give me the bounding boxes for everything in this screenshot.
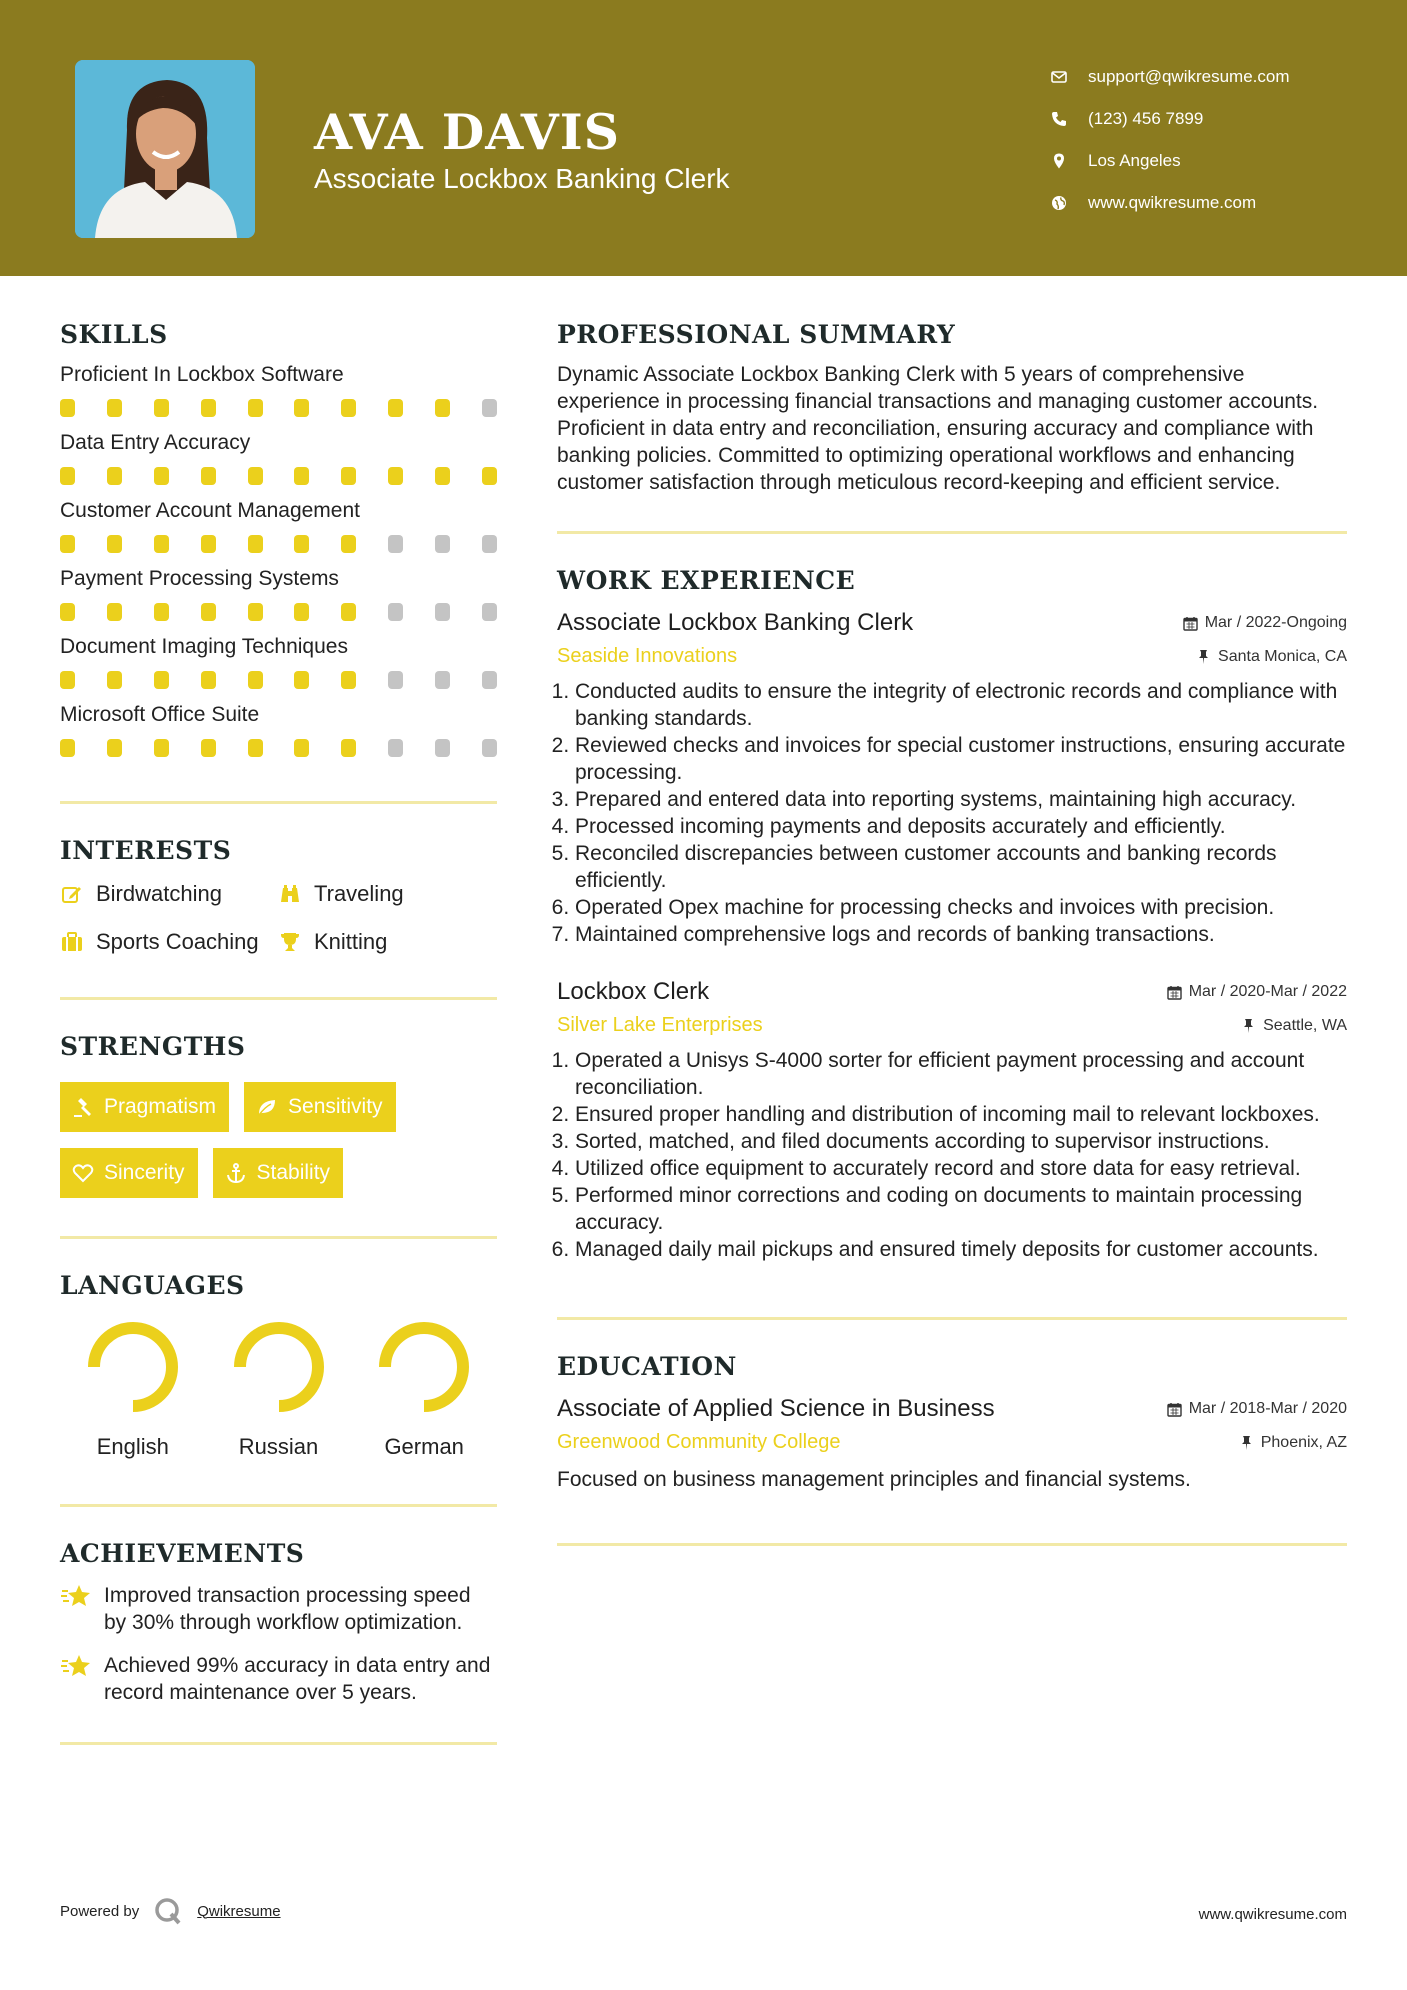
achievement-text: Achieved 99% accuracy in data entry and record maintenance over 5 years. xyxy=(104,1654,491,1704)
education-heading: EDUCATION xyxy=(557,1352,737,1381)
rating-dot-filled xyxy=(435,467,450,485)
strength-badge xyxy=(213,1148,344,1198)
trophy-icon xyxy=(278,930,302,954)
skill-rating xyxy=(60,399,497,417)
section-divider xyxy=(60,997,497,1000)
rating-dot-filled xyxy=(248,739,263,757)
pushpin-icon xyxy=(1241,1018,1256,1033)
candidate-title: Associate Lockbox Banking Clerk xyxy=(314,163,730,194)
calendar-icon xyxy=(1167,1402,1182,1417)
skill-rating xyxy=(60,467,497,485)
languages-heading: LANGUAGES xyxy=(60,1271,245,1300)
job-location-text: Seattle, WA xyxy=(1263,1016,1347,1034)
resume-header xyxy=(0,0,1407,276)
rating-dot-filled xyxy=(107,467,122,485)
rating-dot-filled xyxy=(201,535,216,553)
rating-dot-filled xyxy=(154,399,169,417)
rating-dot-filled xyxy=(107,671,122,689)
rating-dot-filled xyxy=(248,399,263,417)
job-location xyxy=(1196,648,1347,666)
left-column xyxy=(60,320,497,1745)
phone-icon xyxy=(1050,110,1068,128)
duty-item: 7. Maintained comprehensive logs and records of banking transactions. xyxy=(575,921,1347,948)
strengths-heading: STRENGTHS xyxy=(60,1032,246,1061)
rating-dot-empty xyxy=(388,603,403,621)
language-gauge xyxy=(377,1320,471,1414)
rating-dot-empty xyxy=(482,739,497,757)
calendar-icon xyxy=(1167,985,1182,1000)
interest-label: Birdwatching xyxy=(96,881,222,906)
job-dates-text: Mar / 2022-Ongoing xyxy=(1204,614,1347,631)
duty-item: 2. Reviewed checks and invoices for special customer instructions, ensuring accurate processing. xyxy=(575,732,1347,786)
job-location-text: Santa Monica, CA xyxy=(1218,647,1347,665)
star-icon xyxy=(60,1652,92,1680)
section-divider xyxy=(557,531,1347,534)
company-name: Seaside Innovations xyxy=(557,645,738,667)
rating-dot-filled xyxy=(341,535,356,553)
job-title: Lockbox Clerk xyxy=(557,978,710,1005)
contact-website-text: www.qwikresume.com xyxy=(1088,193,1257,212)
duty-item: 5. Performed minor corrections and coding on documents to maintain processing accuracy. xyxy=(575,1182,1347,1236)
rating-dot-filled xyxy=(341,739,356,757)
achievements-heading: ACHIEVEMENTS xyxy=(60,1539,305,1568)
contact-location xyxy=(1050,140,1380,182)
skill-rating xyxy=(60,535,497,553)
education-dates xyxy=(1167,1400,1347,1418)
skill-name: Data Entry Accuracy xyxy=(60,431,251,454)
duty-item: 3. Prepared and entered data into reporting systems, maintaining high accuracy. xyxy=(575,786,1347,813)
summary-heading: PROFESSIONAL SUMMARY xyxy=(557,320,956,349)
map-pin-icon xyxy=(1050,152,1068,170)
school-name: Greenwood Community College xyxy=(557,1431,841,1453)
section-divider xyxy=(60,1504,497,1507)
rating-dot-empty xyxy=(388,671,403,689)
skill-item xyxy=(60,635,497,689)
language-label: Russian xyxy=(238,1434,319,1459)
rating-dot-filled xyxy=(60,467,75,485)
rating-dot-filled xyxy=(60,671,75,689)
heart-icon xyxy=(72,1162,94,1184)
strength-badge xyxy=(244,1082,396,1132)
rating-dot-empty xyxy=(482,399,497,417)
duty-item: 6. Managed daily mail pickups and ensured timely deposits for customer accounts. xyxy=(575,1236,1347,1263)
language-label: German xyxy=(384,1434,464,1459)
rating-dot-filled xyxy=(201,739,216,757)
language-gauge xyxy=(232,1320,326,1414)
education-dates-text: Mar / 2018-Mar / 2020 xyxy=(1188,1400,1347,1417)
rating-dot-filled xyxy=(294,399,309,417)
section-divider xyxy=(60,1236,497,1239)
rating-dot-filled xyxy=(341,603,356,621)
rating-dot-filled xyxy=(294,671,309,689)
right-column xyxy=(557,320,1347,1546)
rating-dot-filled xyxy=(201,603,216,621)
interests-section xyxy=(60,836,497,955)
section-divider xyxy=(557,1543,1347,1546)
strength-badge xyxy=(60,1148,198,1198)
summary-section xyxy=(557,320,1347,496)
rating-dot-filled xyxy=(435,399,450,417)
rating-dot-empty xyxy=(435,671,450,689)
job-dates xyxy=(1183,614,1347,632)
pushpin-icon xyxy=(1239,1435,1254,1450)
interest-item xyxy=(278,881,497,907)
section-divider xyxy=(557,1317,1347,1320)
rating-dot-filled xyxy=(201,399,216,417)
languages-section xyxy=(60,1271,497,1460)
skill-name: Payment Processing Systems xyxy=(60,567,339,590)
binoculars-icon xyxy=(278,882,302,906)
skill-name: Proficient In Lockbox Software xyxy=(60,363,344,386)
rating-dot-filled xyxy=(107,535,122,553)
rating-dot-filled xyxy=(60,535,75,553)
education-description: Focused on business management principles and financial systems. xyxy=(557,1468,1191,1491)
interest-label: Traveling xyxy=(314,881,404,906)
pushpin-icon xyxy=(1196,649,1211,664)
job-title: Associate Lockbox Banking Clerk xyxy=(557,609,914,636)
interest-label: Knitting xyxy=(314,929,388,954)
strength-label: Pragmatism xyxy=(104,1095,217,1118)
duty-item: 1. Operated a Unisys S-4000 sorter for efficient payment processing and account reconciliation. xyxy=(575,1047,1347,1101)
rating-dot-empty xyxy=(388,739,403,757)
skill-name: Document Imaging Techniques xyxy=(60,635,348,658)
interest-item xyxy=(278,929,497,955)
skill-item xyxy=(60,363,497,417)
rating-dot-empty xyxy=(388,535,403,553)
contact-phone[interactable] xyxy=(1050,98,1380,140)
calendar-icon xyxy=(1183,616,1198,631)
rating-dot-filled xyxy=(201,467,216,485)
interest-label: Sports Coaching xyxy=(96,929,259,954)
language-gauge xyxy=(86,1320,180,1414)
rating-dot-empty xyxy=(482,535,497,553)
rating-dot-empty xyxy=(435,739,450,757)
contact-website[interactable] xyxy=(1050,182,1380,224)
job-entry xyxy=(557,978,1347,1263)
experience-heading: WORK EXPERIENCE xyxy=(557,566,856,595)
duty-item: 1. Conducted audits to ensure the integrity of electronic records and compliance with banking standards. xyxy=(575,678,1347,732)
duty-list xyxy=(557,678,1347,948)
footer-website[interactable]: www.qwikresume.com xyxy=(1198,1906,1347,1923)
job-dates xyxy=(1167,983,1347,1001)
skill-name: Microsoft Office Suite xyxy=(60,703,260,726)
interest-item xyxy=(60,929,278,955)
rating-dot-filled xyxy=(154,467,169,485)
rating-dot-filled xyxy=(341,467,356,485)
skills-section xyxy=(60,320,497,757)
rating-dot-filled xyxy=(341,671,356,689)
education-section xyxy=(557,1352,1347,1493)
degree-title: Associate of Applied Science in Business xyxy=(557,1395,995,1422)
skill-item xyxy=(60,703,497,757)
rating-dot-filled xyxy=(60,603,75,621)
skills-heading: SKILLS xyxy=(60,320,168,349)
rating-dot-empty xyxy=(482,671,497,689)
duty-item: 4. Processed incoming payments and deposits accurately and efficiently. xyxy=(575,813,1347,840)
duty-item: 5. Reconciled discrepancies between customer accounts and banking records efficiently. xyxy=(575,840,1347,894)
rating-dot-empty xyxy=(482,603,497,621)
gavel-icon xyxy=(72,1096,94,1118)
rating-dot-filled xyxy=(388,399,403,417)
rating-dot-filled xyxy=(248,603,263,621)
contact-phone-text: (123) 456 7899 xyxy=(1088,109,1204,128)
anchor-icon xyxy=(225,1162,247,1184)
skill-rating xyxy=(60,671,497,689)
powered-by-text: Powered by xyxy=(60,1902,140,1920)
contact-list xyxy=(1050,56,1380,224)
leaf-icon xyxy=(256,1096,278,1118)
section-divider xyxy=(60,1742,497,1745)
section-divider xyxy=(60,801,497,804)
skill-name: Customer Account Management xyxy=(60,499,360,522)
strength-label: Sincerity xyxy=(104,1161,185,1184)
rating-dot-filled xyxy=(294,603,309,621)
rating-dot-filled xyxy=(294,739,309,757)
education-location xyxy=(1239,1434,1347,1452)
job-dates-text: Mar / 2020-Mar / 2022 xyxy=(1188,983,1347,1000)
strength-badge xyxy=(60,1082,229,1132)
rating-dot-filled xyxy=(107,739,122,757)
skill-item xyxy=(60,499,497,553)
language-label: English xyxy=(96,1434,169,1459)
rating-dot-filled xyxy=(107,603,122,621)
skill-item xyxy=(60,431,497,485)
strength-label: Stability xyxy=(256,1161,331,1184)
language-gauge-arc xyxy=(94,1328,172,1406)
duty-item: 4. Utilized office equipment to accurately record and store data for easy retrieval. xyxy=(575,1155,1347,1182)
rating-dot-filled xyxy=(60,739,75,757)
rating-dot-filled xyxy=(248,467,263,485)
footer-branding xyxy=(60,1896,281,1926)
rating-dot-filled xyxy=(154,671,169,689)
duty-item: 6. Operated Opex machine for processing checks and invoices with precision. xyxy=(575,894,1347,921)
strengths-section xyxy=(60,1032,497,1198)
rating-dot-filled xyxy=(341,399,356,417)
summary-text: Dynamic Associate Lockbox Banking Clerk with 5 years of comprehensive experience in processing financial transactions and managing customer accounts. Proficient in data entry and reconciliation, ensuring accuracy and compliance with banking policies. Committed to optimizing operational workflows and enhancing customer satisfaction through meticulous record-keeping and efficient service. xyxy=(557,363,1319,494)
company-name: Silver Lake Enterprises xyxy=(557,1014,763,1036)
rating-dot-filled xyxy=(107,399,122,417)
rating-dot-empty xyxy=(435,603,450,621)
pencil-square-icon xyxy=(60,882,84,906)
envelope-icon xyxy=(1050,68,1068,86)
rating-dot-filled xyxy=(482,467,497,485)
skill-item xyxy=(60,567,497,621)
job-location xyxy=(1241,1017,1347,1035)
interest-item xyxy=(60,881,278,907)
experience-section xyxy=(557,566,1347,1263)
contact-location-text: Los Angeles xyxy=(1088,151,1181,170)
rating-dot-empty xyxy=(435,535,450,553)
language-gauge-arc xyxy=(385,1328,463,1406)
rating-dot-filled xyxy=(154,739,169,757)
skills-list xyxy=(60,363,497,757)
language-item xyxy=(206,1320,352,1460)
duty-item: 2. Ensured proper handling and distribution of incoming mail to relevant lockboxes. xyxy=(575,1101,1347,1128)
duty-item: 3. Sorted, matched, and filed documents according to supervisor instructions. xyxy=(575,1128,1347,1155)
achievements-section xyxy=(60,1539,497,1706)
qwikresume-link[interactable]: Qwikresume xyxy=(197,1902,281,1920)
rating-dot-filled xyxy=(294,535,309,553)
rating-dot-filled xyxy=(154,535,169,553)
briefcase-icon xyxy=(60,930,84,954)
star-icon xyxy=(60,1582,92,1610)
contact-email-text: support@qwikresume.com xyxy=(1088,67,1290,86)
globe-icon xyxy=(1050,194,1068,212)
achievement-item xyxy=(60,1652,497,1706)
contact-email[interactable] xyxy=(1050,56,1380,98)
candidate-name: AVA DAVIS xyxy=(314,103,621,161)
strength-label: Sensitivity xyxy=(288,1095,383,1118)
job-entry xyxy=(557,609,1347,948)
achievement-text: Improved transaction processing speed by 30% through workflow optimization. xyxy=(104,1584,471,1634)
qwikresume-logo-icon xyxy=(153,1896,183,1926)
duty-list xyxy=(557,1047,1347,1263)
rating-dot-filled xyxy=(388,467,403,485)
rating-dot-filled xyxy=(154,603,169,621)
achievement-item xyxy=(60,1582,497,1636)
rating-dot-filled xyxy=(60,399,75,417)
language-item xyxy=(60,1320,206,1460)
rating-dot-filled xyxy=(248,671,263,689)
education-location-text: Phoenix, AZ xyxy=(1260,1433,1347,1451)
rating-dot-filled xyxy=(248,535,263,553)
language-item xyxy=(351,1320,497,1460)
skill-rating xyxy=(60,739,497,757)
profile-photo xyxy=(75,60,255,238)
interests-heading: INTERESTS xyxy=(60,836,232,865)
skill-rating xyxy=(60,603,497,621)
rating-dot-filled xyxy=(294,467,309,485)
language-gauge-arc xyxy=(240,1328,318,1406)
rating-dot-filled xyxy=(201,671,216,689)
